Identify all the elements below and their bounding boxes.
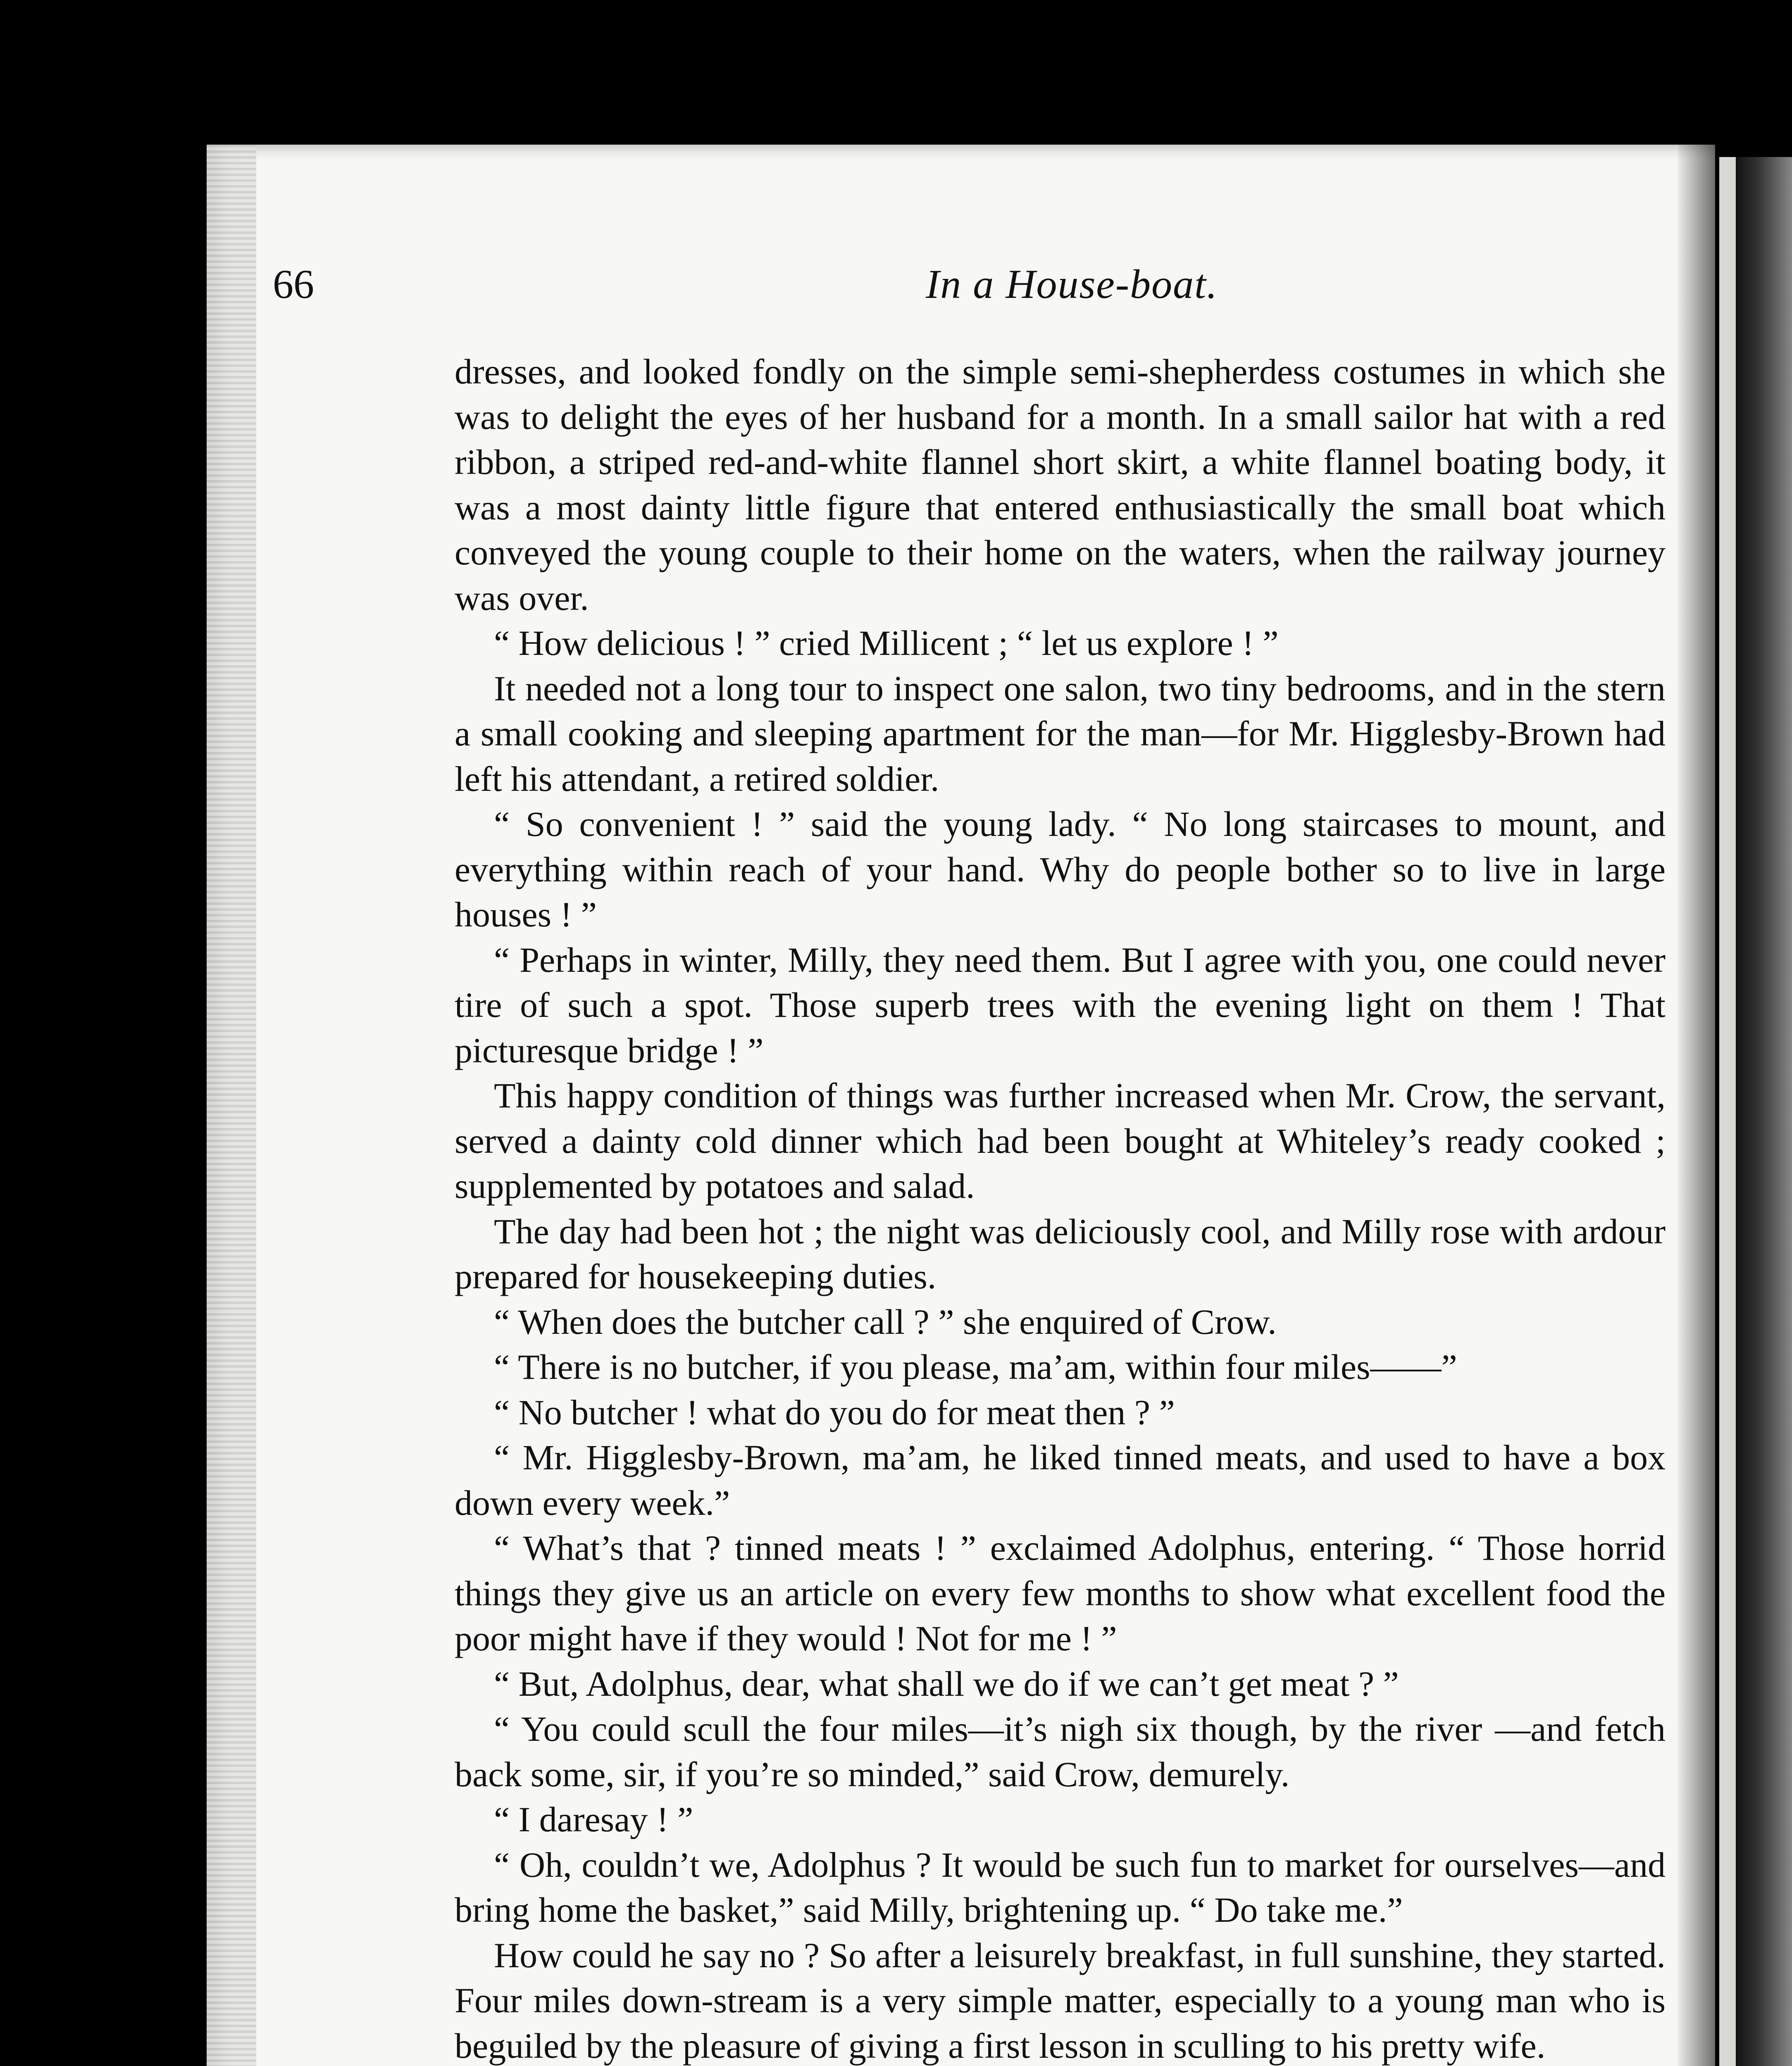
paragraph: “ I daresay ! ” — [494, 1799, 693, 1839]
next-page-edge — [1719, 157, 1792, 2066]
paragraph: The day had been hot ; the night was deliciously cool, and Milly rose with ardour prepared for housekeeping duties. — [455, 1211, 1666, 1296]
paragraph: “ Perhaps in winter, Milly, they need them. But I agree with you, one could never tire of such a spot. Those superb trees with the evening light on them ! That picturesque bridge ! ” — [455, 940, 1666, 1070]
page-header — [273, 260, 1430, 318]
next-page-shadow — [1736, 157, 1792, 2066]
paragraph: “ How delicious ! ” cried Millicent ; “ let us explore ! ” — [494, 623, 1279, 663]
paragraph: How could he say no ? So after a leisurely breakfast, in full sunshine, they started. Four miles down-stream is a very simple matter, especially to a young man who is beguiled by the pleasure of giving a first lesson in sculling to his pretty wife. — [455, 1935, 1666, 2066]
running-title: In a House-boat. — [926, 261, 1218, 307]
page-binding — [207, 145, 256, 2066]
paragraph: “ What’s that ? tinned meats ! ” exclaimed Adolphus, entering. “ Those horrid things they give us an article on every few months to show what excellent food the poor might have if they would ! Not for me ! ” — [455, 1528, 1666, 1658]
paragraph: It needed not a long tour to inspect one salon, two tiny bedrooms, and in the stern a small cooking and sleeping apartment for the man—for Mr. Higglesby-Brown had left his attendant, a retired soldier. — [455, 668, 1666, 799]
paragraph: dresses, and looked fondly on the simple semi-shepherdess costumes in which she was to delight the eyes of her husband for a month. In a small sailor hat with a red ribbon, a striped red-and-white flannel short skirt, a white flannel boating body, it was a most dainty little figure that entered enthusiastically the small boat which conveyed the young couple to their home on the waters, when the railway journey was over. — [455, 352, 1666, 618]
paragraph: “ So convenient ! ” said the young lady. “ No long staircases to mount, and everything within reach of your hand. Why do people bother so to live in large houses ! ” — [455, 804, 1666, 934]
body-text — [455, 349, 1666, 2066]
paragraph: “ Mr. Higglesby-Brown, ma’am, he liked tinned meats, and used to have a box down every week.” — [455, 1438, 1666, 1523]
paragraph: “ No butcher ! what do you do for meat then ? ” — [494, 1392, 1175, 1432]
paragraph: This happy condition of things was further increased when Mr. Crow, the servant, served a dainty cold dinner which had been bought at Whiteley’s ready cooked ; supplemented by potatoes and salad. — [455, 1076, 1666, 1206]
paragraph: “ When does the butcher call ? ” she enquired of Crow. — [494, 1302, 1277, 1342]
page-number: 66 — [273, 261, 314, 307]
paragraph: “ You could scull the four miles—it’s nigh six though, by the river —and fetch back some, sir, if you’re so minded,” said Crow, demurely. — [455, 1709, 1666, 1794]
paragraph: “ There is no butcher, if you please, ma’am, within four miles——” — [494, 1347, 1457, 1387]
paragraph: “ Oh, couldn’t we, Adolphus ? It would be such fun to market for ourselves—and bring home the basket,” said Milly, brightening up. “ Do take me.” — [455, 1845, 1666, 1930]
page-gutter-shadow — [1678, 145, 1715, 2066]
paragraph: “ But, Adolphus, dear, what shall we do if we can’t get meat ? ” — [494, 1664, 1399, 1704]
